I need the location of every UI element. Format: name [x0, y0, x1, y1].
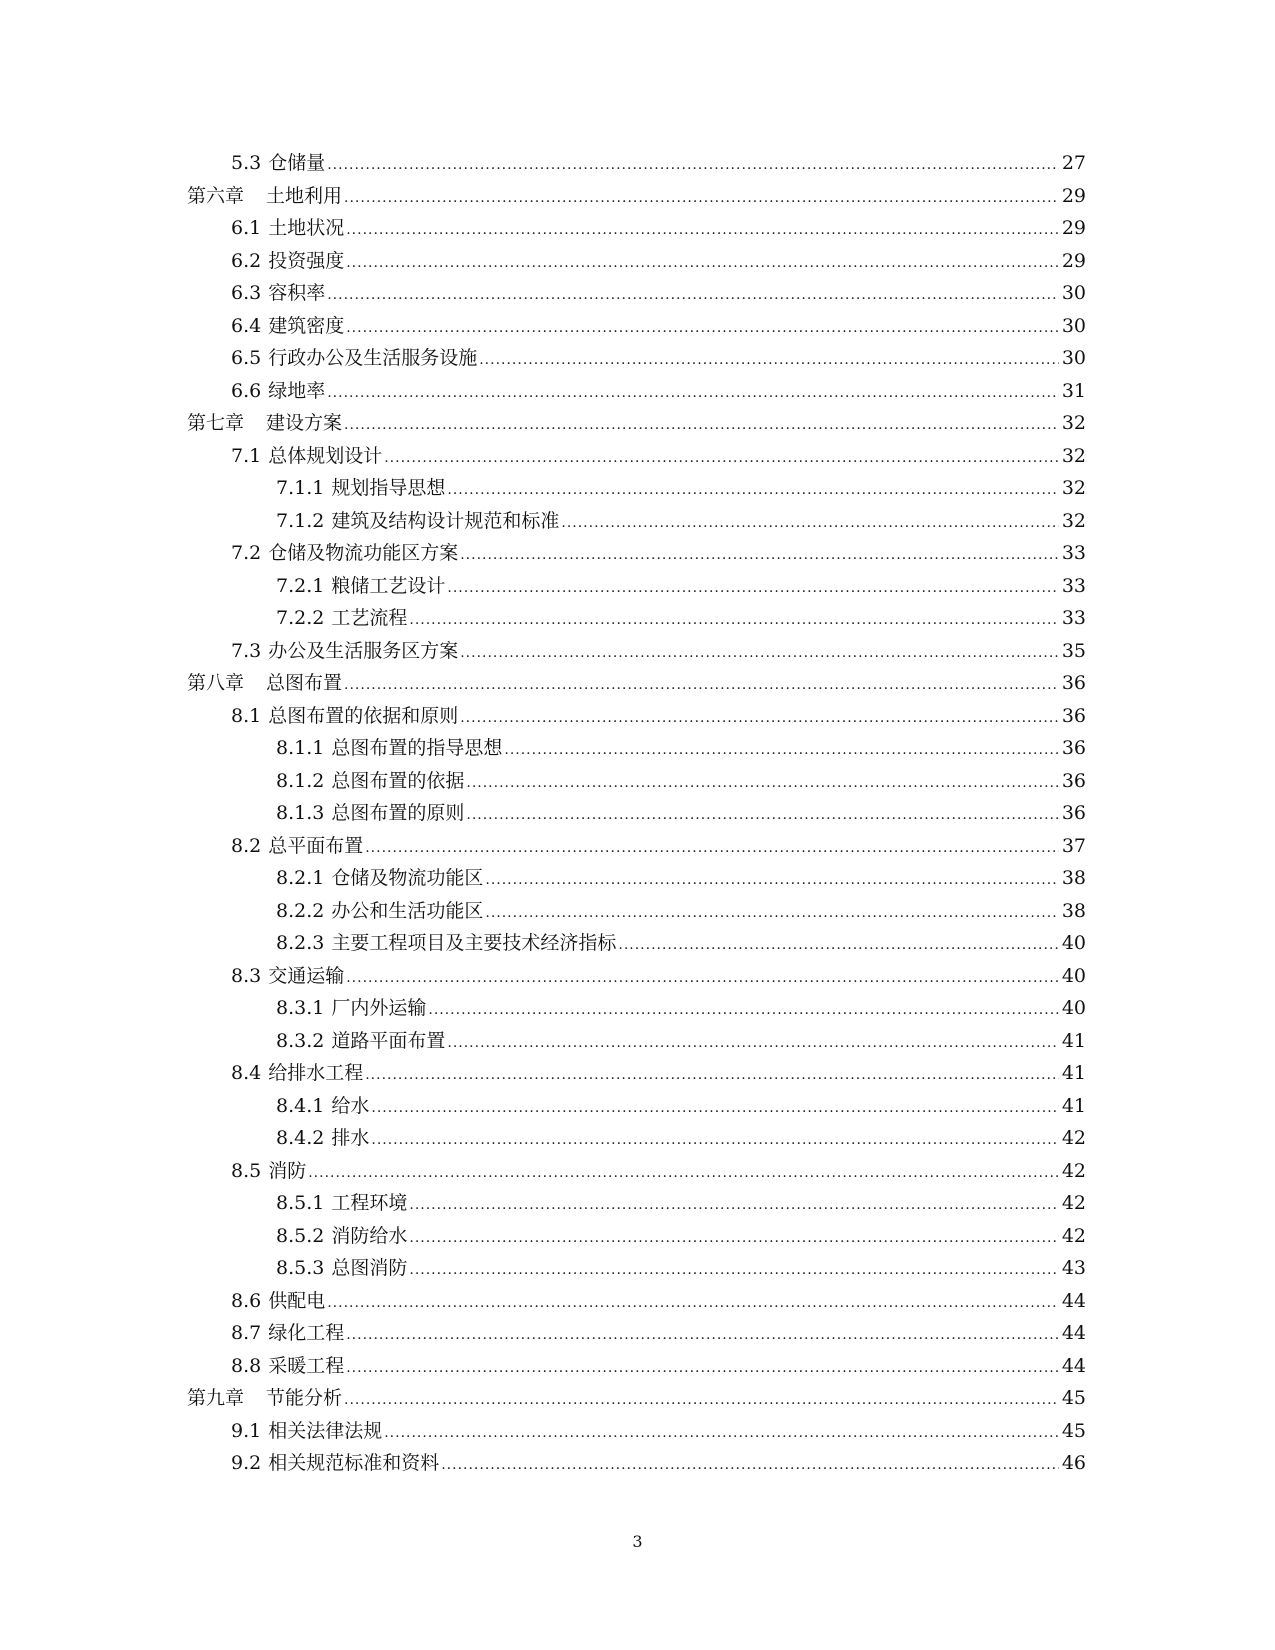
toc-entry-page: 42: [1059, 1155, 1086, 1188]
toc-entry-number: 8.6: [231, 1285, 268, 1318]
toc-entry-page: 32: [1059, 472, 1086, 505]
toc-entry-page: 31: [1059, 375, 1086, 408]
toc-dot-leader: [346, 962, 1059, 995]
toc-entry-page: 44: [1059, 1350, 1086, 1383]
toc-entry-number: 8.4.1: [276, 1090, 331, 1123]
toc-section-entry[interactable]: [0, 310, 1086, 343]
toc-entry-number: 5.3: [231, 147, 268, 180]
toc-section-entry[interactable]: [0, 147, 1086, 180]
toc-dot-leader: [344, 669, 1059, 702]
toc-entry-page: 44: [1059, 1317, 1086, 1350]
toc-dot-leader: [327, 279, 1059, 312]
toc-entry-number: 7.2.2: [276, 602, 331, 635]
toc-entry-title: 仓储及物流功能区: [331, 862, 485, 895]
toc-entry-page: 36: [1059, 732, 1086, 765]
toc-entry-title: 总图布置的原则: [331, 797, 466, 830]
toc-entry-title: 土地利用: [266, 180, 344, 213]
toc-section-entry[interactable]: [0, 1350, 1086, 1383]
toc-entry-title: 粮储工艺设计: [331, 570, 447, 603]
toc-dot-leader: [327, 1287, 1059, 1320]
toc-section-entry[interactable]: [0, 245, 1086, 278]
toc-entry-number: 第六章: [187, 180, 266, 213]
toc-entry-page: 36: [1059, 765, 1086, 798]
toc-dot-leader: [460, 637, 1059, 670]
toc-entry-title: 总体规划设计: [268, 440, 384, 473]
toc-section-entry[interactable]: [0, 1057, 1086, 1090]
toc-dot-leader: [447, 572, 1059, 605]
toc-entry-title: 总图布置的依据和原则: [268, 700, 460, 733]
toc-section-entry[interactable]: [0, 700, 1086, 733]
toc-entry-title: 相关规范标准和资料: [268, 1447, 441, 1480]
toc-entry-number: 7.1.2: [276, 505, 331, 538]
toc-entry-page: 44: [1059, 1285, 1086, 1318]
toc-chapter-entry[interactable]: [0, 667, 1086, 700]
toc-entry-title: 排水: [331, 1122, 371, 1155]
toc-subsection-entry[interactable]: [0, 992, 1086, 1025]
toc-entry-title: 消防给水: [331, 1220, 409, 1253]
toc-dot-leader: [409, 1189, 1059, 1222]
toc-entry-page: 41: [1059, 1057, 1086, 1090]
page-number: 3: [632, 1532, 643, 1551]
toc-subsection-entry[interactable]: [0, 797, 1086, 830]
toc-chapter-entry[interactable]: [0, 1382, 1086, 1415]
toc-dot-leader: [365, 832, 1059, 865]
toc-subsection-entry[interactable]: [0, 570, 1086, 603]
toc-section-entry[interactable]: [0, 440, 1086, 473]
toc-entry-page: 29: [1059, 180, 1086, 213]
toc-entry-page: 41: [1059, 1025, 1086, 1058]
toc-entry-number: 8.1.2: [276, 765, 331, 798]
toc-entry-page: 30: [1059, 342, 1086, 375]
toc-section-entry[interactable]: [0, 537, 1086, 570]
toc-entry-page: 29: [1059, 245, 1086, 278]
toc-dot-leader: [344, 409, 1059, 442]
toc-entry-number: 6.6: [231, 375, 268, 408]
toc-entry-number: 8.3.1: [276, 992, 331, 1025]
toc-entry-page: 38: [1059, 862, 1086, 895]
toc-dot-leader: [346, 214, 1059, 247]
toc-entry-title: 主要工程项目及主要技术经济指标: [331, 927, 618, 960]
toc-entry-number: 8.7: [231, 1317, 268, 1350]
toc-subsection-entry[interactable]: [0, 927, 1086, 960]
toc-entry-number: 8.1.1: [276, 732, 331, 765]
toc-dot-leader: [618, 929, 1059, 962]
toc-section-entry[interactable]: [0, 1155, 1086, 1188]
toc-entry-page: 33: [1059, 602, 1086, 635]
toc-entry-number: 8.5.2: [276, 1220, 331, 1253]
toc-dot-leader: [428, 994, 1059, 1027]
toc-dot-leader: [466, 767, 1059, 800]
toc-entry-page: 32: [1059, 407, 1086, 440]
toc-entry-title: 土地状况: [268, 212, 346, 245]
toc-entry-title: 工程环境: [331, 1187, 409, 1220]
toc-entry-number: 9.2: [231, 1447, 268, 1480]
toc-entry-number: 8.5.1: [276, 1187, 331, 1220]
toc-dot-leader: [346, 247, 1059, 280]
toc-entry-title: 投资强度: [268, 245, 346, 278]
toc-entry-page: 33: [1059, 570, 1086, 603]
toc-entry-number: 7.2: [231, 537, 268, 570]
toc-entry-page: 29: [1059, 212, 1086, 245]
toc-entry-number: 8.1: [231, 700, 268, 733]
toc-entry-page: 42: [1059, 1122, 1086, 1155]
toc-entry-number: 7.2.1: [276, 570, 331, 603]
toc-entry-title: 给水: [331, 1090, 371, 1123]
toc-subsection-entry[interactable]: [0, 1025, 1086, 1058]
toc-entry-page: 45: [1059, 1415, 1086, 1448]
toc-entry-title: 工艺流程: [331, 602, 409, 635]
toc-dot-leader: [460, 702, 1059, 735]
toc-entry-title: 相关法律法规: [268, 1415, 384, 1448]
toc-subsection-entry[interactable]: [0, 1122, 1086, 1155]
toc-entry-number: 8.8: [231, 1350, 268, 1383]
toc-entry-title: 建筑及结构设计规范和标准: [331, 505, 561, 538]
toc-entry-number: 9.1: [231, 1415, 268, 1448]
toc-dot-leader: [485, 864, 1059, 897]
toc-dot-leader: [441, 1449, 1059, 1482]
toc-subsection-entry[interactable]: [0, 862, 1086, 895]
toc-entry-page: 37: [1059, 830, 1086, 863]
toc-entry-number: 8.2.1: [276, 862, 331, 895]
toc-entry-number: 6.5: [231, 342, 268, 375]
toc-section-entry[interactable]: [0, 212, 1086, 245]
toc-dot-leader: [346, 312, 1059, 345]
toc-entry-title: 道路平面布置: [331, 1025, 447, 1058]
toc-dot-leader: [344, 1384, 1059, 1417]
toc-entry-title: 总图消防: [331, 1252, 409, 1285]
toc-entry-page: 36: [1059, 667, 1086, 700]
toc-dot-leader: [504, 734, 1059, 767]
toc-entry-page: 45: [1059, 1382, 1086, 1415]
toc-entry-number: 6.1: [231, 212, 268, 245]
toc-entry-page: 36: [1059, 700, 1086, 733]
toc-dot-leader: [344, 182, 1059, 215]
toc-entry-number: 6.2: [231, 245, 268, 278]
toc-entry-title: 供配电: [268, 1285, 327, 1318]
toc-dot-leader: [409, 1222, 1059, 1255]
toc-dot-leader: [479, 344, 1059, 377]
toc-entry-title: 给排水工程: [268, 1057, 365, 1090]
toc-entry-title: 仓储及物流功能区方案: [268, 537, 460, 570]
toc-dot-leader: [371, 1124, 1059, 1157]
toc-entry-page: 32: [1059, 440, 1086, 473]
toc-entry-title: 仓储量: [268, 147, 327, 180]
toc-entry-number: 8.2.2: [276, 895, 331, 928]
toc-entry-title: 总图布置: [266, 667, 344, 700]
toc-section-entry[interactable]: [0, 1447, 1086, 1480]
toc-entry-page: 42: [1059, 1220, 1086, 1253]
toc-dot-leader: [561, 507, 1059, 540]
toc-subsection-entry[interactable]: [0, 1187, 1086, 1220]
toc-section-entry[interactable]: [0, 1317, 1086, 1350]
toc-dot-leader: [384, 442, 1059, 475]
toc-subsection-entry[interactable]: [0, 472, 1086, 505]
toc-subsection-entry[interactable]: [0, 1220, 1086, 1253]
toc-entry-page: 40: [1059, 927, 1086, 960]
toc-dot-leader: [384, 1417, 1059, 1450]
toc-entry-number: 7.1: [231, 440, 268, 473]
toc-dot-leader: [346, 1319, 1059, 1352]
toc-entry-number: 8.2.3: [276, 927, 331, 960]
toc-subsection-entry[interactable]: [0, 1252, 1086, 1285]
toc-entry-title: 总平面布置: [268, 830, 365, 863]
toc-dot-leader: [327, 149, 1059, 182]
toc-entry-page: 27: [1059, 147, 1086, 180]
toc-entry-page: 40: [1059, 992, 1086, 1025]
toc-entry-page: 30: [1059, 310, 1086, 343]
toc-dot-leader: [346, 1352, 1059, 1385]
toc-entry-page: 43: [1059, 1252, 1086, 1285]
toc-entry-number: 第七章: [187, 407, 266, 440]
toc-entry-title: 办公和生活功能区: [331, 895, 485, 928]
toc-entry-title: 规划指导思想: [331, 472, 447, 505]
toc-entry-number: 第九章: [187, 1382, 266, 1415]
toc-entry-number: 8.4: [231, 1057, 268, 1090]
toc-dot-leader: [485, 897, 1059, 930]
toc-dot-leader: [447, 474, 1059, 507]
toc-entry-title: 建设方案: [266, 407, 344, 440]
toc-entry-number: 6.3: [231, 277, 268, 310]
toc-subsection-entry[interactable]: [0, 732, 1086, 765]
toc-entry-number: 7.1.1: [276, 472, 331, 505]
toc-entry-page: 36: [1059, 797, 1086, 830]
toc-entry-title: 绿地率: [268, 375, 327, 408]
toc-entry-number: 8.5: [231, 1155, 268, 1188]
toc-subsection-entry[interactable]: [0, 765, 1086, 798]
toc-dot-leader: [409, 604, 1059, 637]
toc-subsection-entry[interactable]: [0, 505, 1086, 538]
toc-section-entry[interactable]: [0, 960, 1086, 993]
toc-entry-page: 46: [1059, 1447, 1086, 1480]
toc-entry-title: 建筑密度: [268, 310, 346, 343]
toc-entry-title: 总图布置的指导思想: [331, 732, 504, 765]
toc-entry-page: 41: [1059, 1090, 1086, 1123]
toc-entry-page: 30: [1059, 277, 1086, 310]
toc-entry-title: 总图布置的依据: [331, 765, 466, 798]
toc-section-entry[interactable]: [0, 277, 1086, 310]
toc-entry-title: 厂内外运输: [331, 992, 428, 1025]
toc-entry-title: 节能分析: [266, 1382, 344, 1415]
toc-entry-page: 35: [1059, 635, 1086, 668]
toc-entry-number: 8.3: [231, 960, 268, 993]
toc-section-entry[interactable]: [0, 1285, 1086, 1318]
toc-entry-page: 42: [1059, 1187, 1086, 1220]
toc-dot-leader: [327, 377, 1059, 410]
table-of-contents: [0, 147, 1275, 1480]
toc-entry-title: 行政办公及生活服务设施: [268, 342, 479, 375]
toc-section-entry[interactable]: [0, 1415, 1086, 1448]
toc-dot-leader: [466, 799, 1059, 832]
toc-entry-page: 40: [1059, 960, 1086, 993]
toc-entry-title: 采暖工程: [268, 1350, 346, 1383]
toc-dot-leader: [371, 1092, 1059, 1125]
toc-dot-leader: [447, 1027, 1059, 1060]
toc-entry-number: 8.5.3: [276, 1252, 331, 1285]
toc-dot-leader: [460, 539, 1059, 572]
toc-entry-number: 8.4.2: [276, 1122, 331, 1155]
toc-entry-title: 容积率: [268, 277, 327, 310]
toc-entry-number: 7.3: [231, 635, 268, 668]
toc-section-entry[interactable]: [0, 342, 1086, 375]
toc-section-entry[interactable]: [0, 375, 1086, 408]
toc-chapter-entry[interactable]: [0, 180, 1086, 213]
toc-entry-title: 办公及生活服务区方案: [268, 635, 460, 668]
toc-dot-leader: [308, 1157, 1059, 1190]
toc-entry-title: 绿化工程: [268, 1317, 346, 1350]
toc-subsection-entry[interactable]: [0, 602, 1086, 635]
toc-subsection-entry[interactable]: [0, 895, 1086, 928]
toc-entry-number: 8.3.2: [276, 1025, 331, 1058]
toc-entry-number: 8.2: [231, 830, 268, 863]
toc-entry-page: 38: [1059, 895, 1086, 928]
toc-entry-number: 8.1.3: [276, 797, 331, 830]
toc-entry-title: 交通运输: [268, 960, 346, 993]
toc-entry-page: 33: [1059, 537, 1086, 570]
toc-entry-title: 消防: [268, 1155, 308, 1188]
toc-section-entry[interactable]: [0, 635, 1086, 668]
toc-dot-leader: [409, 1254, 1059, 1287]
toc-subsection-entry[interactable]: [0, 1090, 1086, 1123]
toc-entry-page: 32: [1059, 505, 1086, 538]
toc-entry-number: 第八章: [187, 667, 266, 700]
toc-section-entry[interactable]: [0, 830, 1086, 863]
toc-entry-number: 6.4: [231, 310, 268, 343]
toc-dot-leader: [365, 1059, 1059, 1092]
toc-chapter-entry[interactable]: [0, 407, 1086, 440]
